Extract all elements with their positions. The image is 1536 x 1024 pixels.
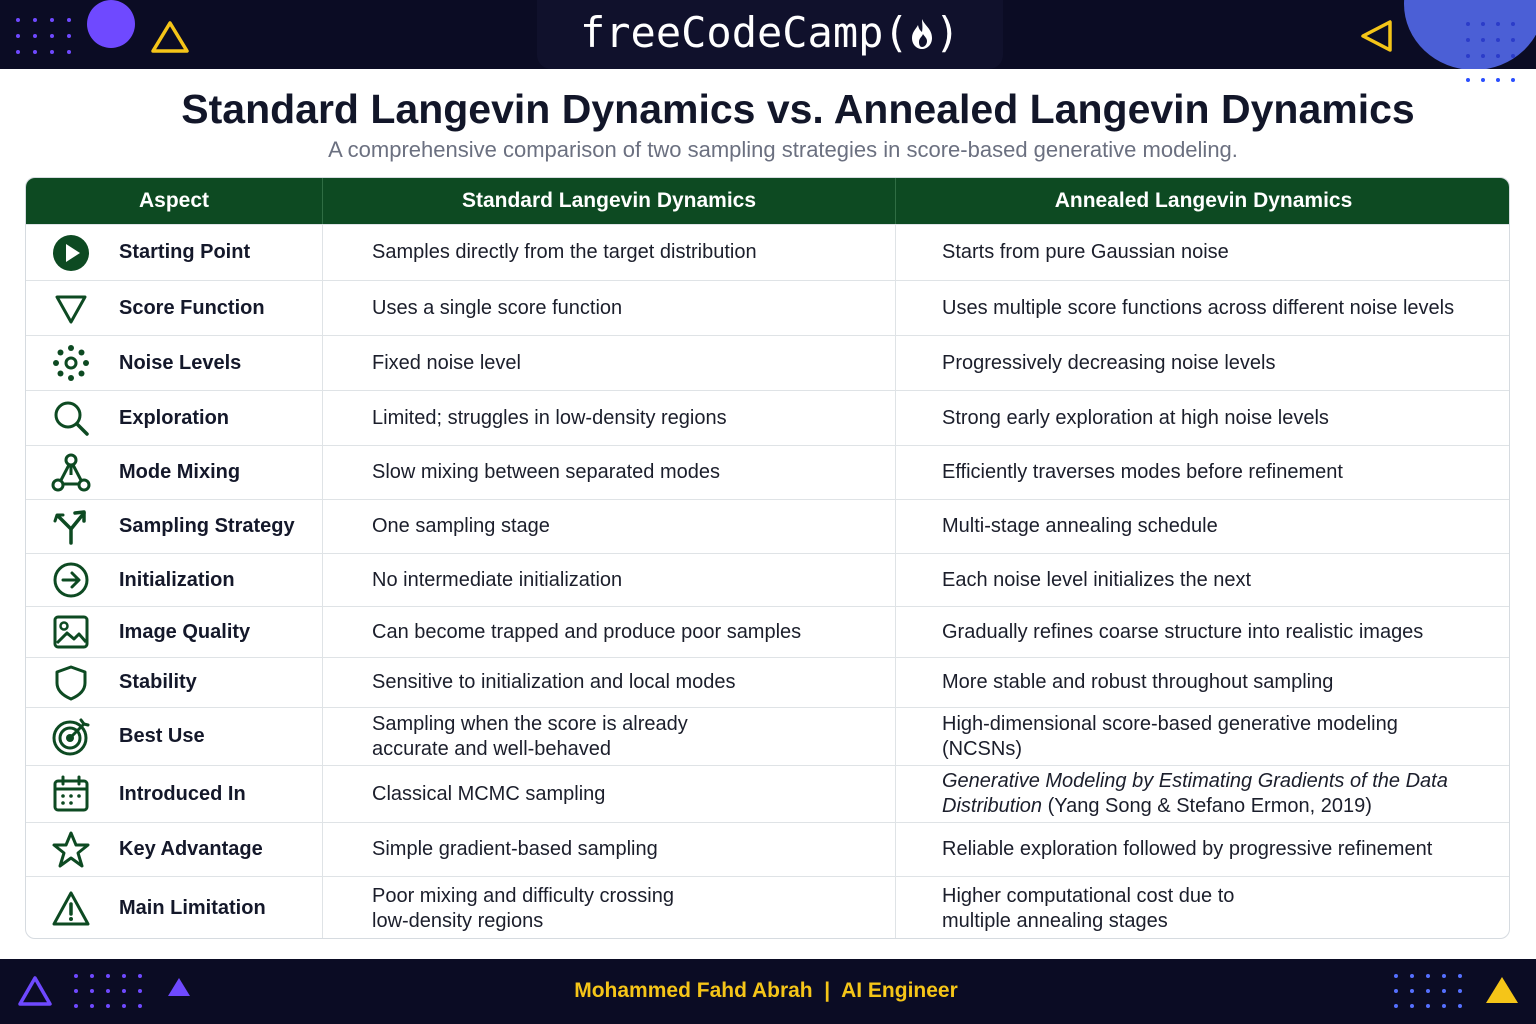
table-row — [26, 707, 1510, 765]
noise-dots-icon — [51, 343, 91, 383]
standard-cell — [322, 823, 895, 876]
decorative-triangle-yellow-icon — [1484, 975, 1520, 1005]
annealed-cell-text: Starts from pure Gaussian noise — [942, 241, 1229, 263]
aspect-label: Score Function — [119, 296, 265, 319]
standard-cell-text: Slow mixing between separated modes — [372, 461, 720, 483]
standard-cell-text: Simple gradient-based sampling — [372, 838, 658, 860]
aspect-label: Best Use — [119, 725, 205, 747]
table-row — [26, 335, 1510, 390]
annealed-cell — [895, 823, 1510, 876]
standard-cell-text: No intermediate initialization — [372, 568, 623, 591]
aspect-cell — [26, 336, 322, 390]
table-row — [26, 390, 1510, 445]
annealed-cell-text: Strong early exploration at high noise levels — [942, 406, 1329, 429]
aspect-cell — [26, 823, 322, 876]
decorative-circle — [87, 0, 135, 48]
standard-cell-text: Sensitive to initialization and local modes — [372, 671, 736, 693]
aspect-cell — [26, 446, 322, 499]
standard-cell-text: Samples directly from the target distribution — [372, 241, 757, 263]
standard-cell-text: Sampling when the score is already accurate and well-behaved — [372, 712, 688, 760]
brand-name: freeCodeCamp — [579, 8, 884, 57]
aspect-cell — [26, 877, 322, 939]
decorative-arrow-triangle-icon — [1358, 18, 1394, 54]
table-row — [26, 657, 1510, 707]
warning-icon — [51, 889, 91, 929]
decorative-dot-grid — [16, 18, 71, 54]
decorative-dot-grid-footer-right — [1394, 974, 1462, 1008]
annealed-cell-text: More stable and robust throughout sampling — [942, 671, 1334, 693]
table-header — [26, 178, 1510, 224]
aspect-cell — [26, 225, 322, 280]
aspect-cell — [26, 554, 322, 606]
standard-cell-text: Can become trapped and produce poor samples — [372, 620, 802, 643]
aspect-label: Introduced In — [119, 782, 246, 805]
standard-cell — [322, 391, 895, 445]
aspect-label: Starting Point — [119, 241, 251, 263]
split-arrow-icon — [51, 507, 91, 547]
annealed-cell-text: Each noise level initializes the next — [942, 568, 1252, 591]
paper-authors: (Yang Song & Stefano Ermon, 2019) — [1042, 795, 1372, 817]
annealed-cell-text: Reliable exploration followed by progressive refinement — [942, 838, 1433, 860]
aspect-label: Stability — [119, 671, 197, 693]
annealed-cell — [895, 281, 1510, 335]
annealed-cell-text: Gradually refines coarse structure into realistic images — [942, 620, 1424, 643]
standard-cell-text: Poor mixing and difficulty crossing low-density regions — [372, 884, 674, 932]
aspect-cell — [26, 766, 322, 822]
nabla-icon — [51, 288, 91, 328]
magnifier-icon — [51, 398, 91, 438]
aspect-cell — [26, 607, 322, 657]
arrow-circle-icon — [51, 560, 91, 600]
annealed-cell — [895, 554, 1510, 606]
aspect-label: Image Quality — [119, 620, 251, 643]
aspect-cell — [26, 391, 322, 445]
table-row — [26, 553, 1510, 606]
decorative-triangle-icon — [150, 20, 190, 54]
standard-cell — [322, 446, 895, 499]
table-row — [26, 499, 1510, 553]
brand-paren-close: ) — [934, 8, 961, 57]
aspect-cell — [26, 500, 322, 553]
table-row — [26, 822, 1510, 876]
author-credit: Mohammed Fahd Abrah | AI Engineer — [574, 979, 958, 1002]
header-annealed: Annealed Langevin Dynamics — [895, 178, 1510, 224]
decorative-dot-grid-right — [1466, 22, 1515, 58]
standard-cell-text: Fixed noise level — [372, 351, 521, 374]
star-icon — [51, 830, 91, 870]
aspect-label: Key Advantage — [119, 838, 263, 860]
annealed-cell — [895, 446, 1510, 499]
page-title: Standard Langevin Dynamics vs. Annealed Langevin Dynamics — [181, 86, 1415, 132]
standard-cell — [322, 658, 895, 707]
flame-icon — [909, 17, 935, 51]
standard-cell — [322, 877, 895, 939]
brand-logo[interactable] — [537, 8, 1003, 57]
standard-cell — [322, 281, 895, 335]
aspect-label: Main Limitation — [119, 897, 266, 919]
table-row — [26, 445, 1510, 499]
target-icon — [51, 717, 91, 757]
aspect-label: Sampling Strategy — [119, 515, 295, 537]
header-standard: Standard Langevin Dynamics — [322, 178, 895, 224]
standard-cell — [322, 766, 895, 822]
image-icon — [51, 612, 91, 652]
decorative-dot-row — [1466, 78, 1515, 82]
standard-cell-text: Limited; struggles in low-density regions — [372, 406, 727, 429]
annealed-cell — [895, 877, 1510, 939]
table-row — [26, 606, 1510, 657]
annealed-cell-text: Efficiently traverses modes before refinement — [942, 461, 1343, 483]
network-nodes-icon — [51, 453, 91, 493]
standard-cell — [322, 554, 895, 606]
standard-cell-text: One sampling stage — [372, 515, 550, 537]
footer-banner — [0, 959, 1536, 1024]
annealed-cell — [895, 500, 1510, 553]
aspect-cell — [26, 708, 322, 765]
standard-cell — [322, 607, 895, 657]
comparison-table — [25, 177, 1510, 939]
annealed-cell — [895, 766, 1510, 822]
aspect-label: Exploration — [119, 406, 230, 429]
standard-cell-text: Uses a single score function — [372, 296, 623, 319]
table-row — [26, 876, 1510, 939]
annealed-cell — [895, 225, 1510, 280]
aspect-label: Noise Levels — [119, 351, 242, 374]
page-subtitle: A comprehensive comparison of two sampling strategies in score-based generative modeling. — [328, 137, 1238, 162]
table-row — [26, 224, 1510, 280]
shield-icon — [51, 663, 91, 703]
annealed-cell-text: Multi-stage annealing schedule — [942, 515, 1218, 537]
aspect-label: Initialization — [119, 568, 235, 591]
annealed-cell — [895, 658, 1510, 707]
annealed-cell-text: Higher computational cost due to multiple annealing stages — [942, 884, 1235, 932]
annealed-cell — [895, 708, 1510, 765]
aspect-cell — [26, 658, 322, 707]
table-row — [26, 765, 1510, 822]
annealed-cell-text: Uses multiple score functions across different noise levels — [942, 296, 1455, 319]
standard-cell — [322, 500, 895, 553]
annealed-cell — [895, 336, 1510, 390]
calendar-icon — [51, 774, 91, 814]
brand-paren-open: ( — [883, 8, 909, 57]
table-row — [26, 280, 1510, 335]
annealed-cell-text: Progressively decreasing noise levels — [942, 351, 1276, 374]
standard-cell — [322, 708, 895, 765]
annealed-cell-text — [942, 769, 1482, 819]
aspect-cell — [26, 281, 322, 335]
annealed-cell — [895, 607, 1510, 657]
standard-cell — [322, 225, 895, 280]
top-banner — [0, 0, 1536, 69]
play-circle-icon — [51, 233, 91, 273]
header-aspect: Aspect — [138, 189, 210, 212]
annealed-cell-text: High-dimensional score-based generative modeling (NCSNs) — [942, 712, 1398, 760]
standard-cell-text: Classical MCMC sampling — [372, 782, 606, 805]
standard-cell — [322, 336, 895, 390]
paper-title: Generative Modeling by Estimating Gradients of the Data Distribution — [942, 770, 1448, 817]
annealed-cell — [895, 391, 1510, 445]
aspect-label: Mode Mixing — [119, 461, 241, 483]
